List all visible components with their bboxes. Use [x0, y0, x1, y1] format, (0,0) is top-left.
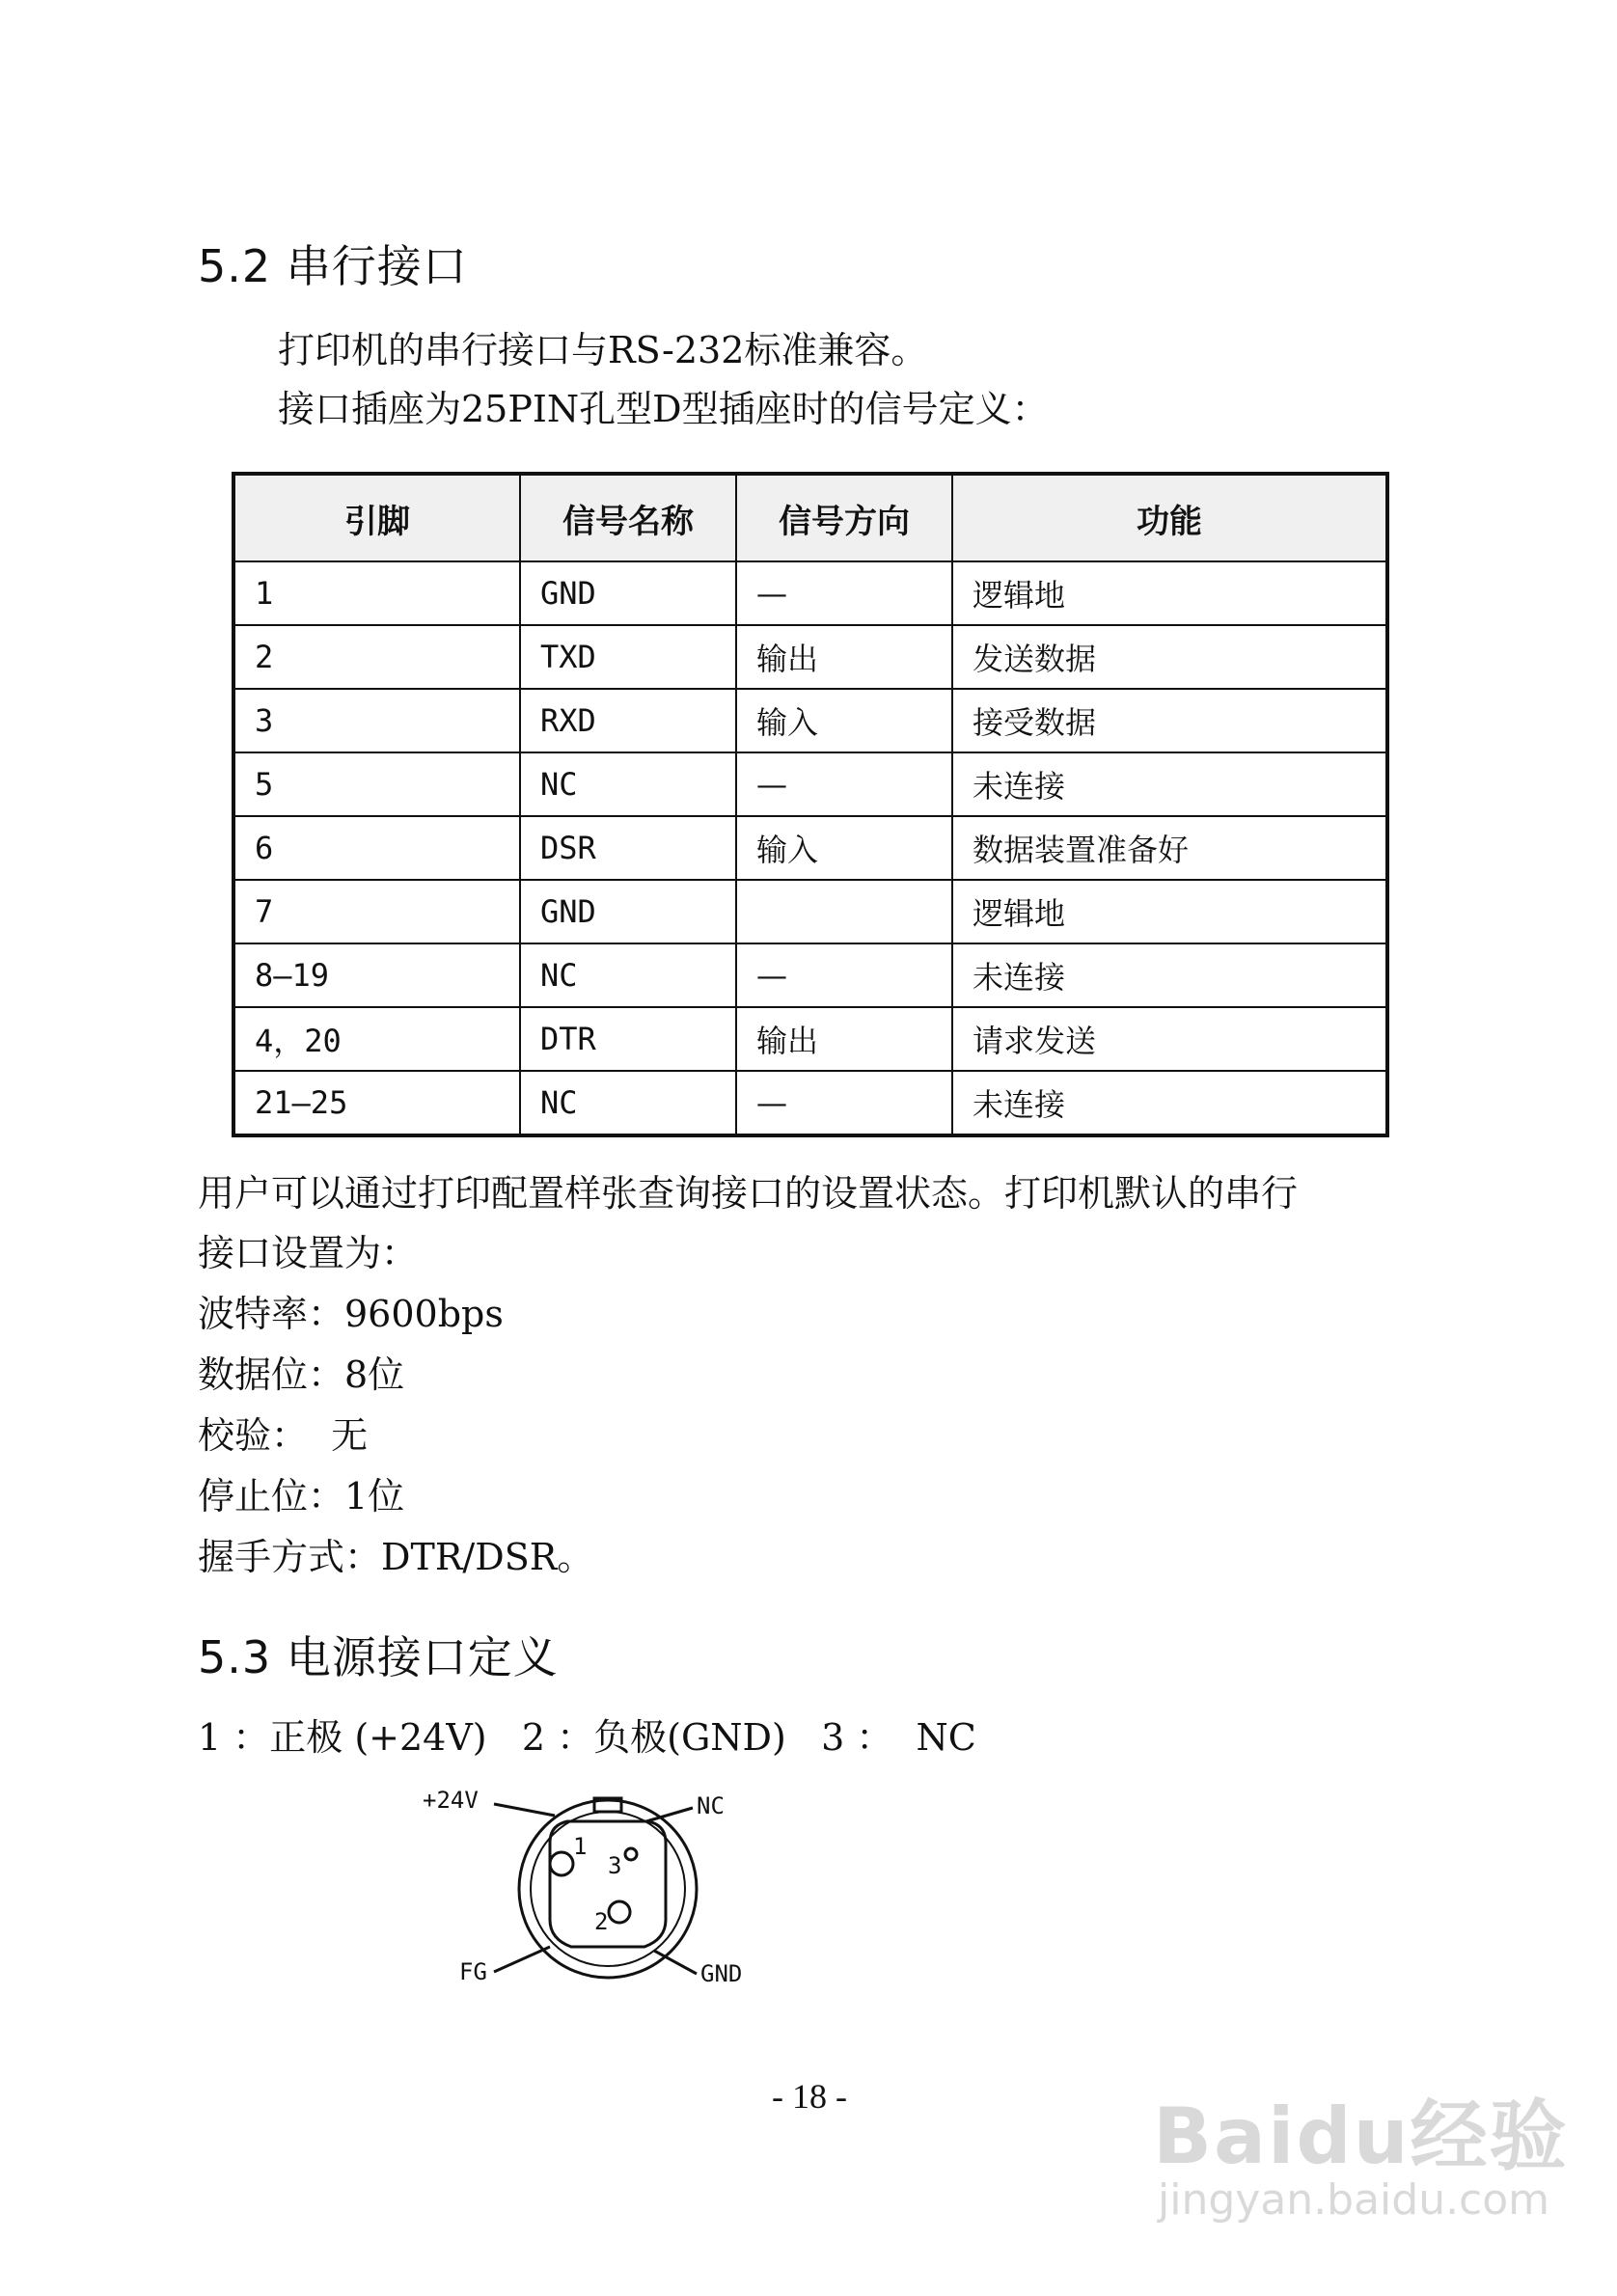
- watermark-brand: Baidu经验: [1153, 2091, 1569, 2181]
- cell-direction: —: [736, 1071, 952, 1135]
- table-row: [233, 689, 1387, 752]
- header-function: 功能: [952, 474, 1387, 561]
- setting-parity: 校验： 无: [198, 1414, 369, 1457]
- cell-pin: 5: [233, 752, 520, 816]
- table-row: [233, 816, 1387, 880]
- leader-gnd: [654, 1951, 697, 1974]
- cell-pin: 21—25: [233, 1071, 520, 1135]
- cell-pin: 2: [233, 625, 520, 689]
- cell-direction: 输出: [736, 625, 952, 689]
- cell-function: 未连接: [952, 1071, 1387, 1135]
- cell-function: 未连接: [952, 943, 1387, 1007]
- cell-direction: [736, 880, 952, 943]
- signal-table: [232, 472, 1389, 1137]
- cell-direction: —: [736, 561, 952, 625]
- cell-signal: DSR: [520, 816, 736, 880]
- pin-3-hole: [625, 1848, 637, 1860]
- paragraph-signal-definition: 接口插座为25PIN孔型D型插座时的信号定义：: [278, 388, 1049, 430]
- section-heading-5-2: 5.2 串行接口: [198, 240, 468, 292]
- power-connector-diagram: [405, 1775, 810, 2007]
- cell-pin: 8—19: [233, 943, 520, 1007]
- cell-direction: 输入: [736, 689, 952, 752]
- cell-signal: NC: [520, 943, 736, 1007]
- connector-inner-ring: [531, 1812, 685, 1966]
- setting-stop-bits: 停止位：1位: [198, 1475, 405, 1517]
- cell-pin: 7: [233, 880, 520, 943]
- cell-signal: TXD: [520, 625, 736, 689]
- setting-handshake: 握手方式：DTR/DSR。: [198, 1536, 594, 1578]
- leader-fg: [494, 1947, 550, 1972]
- label-gnd: GND: [700, 1960, 743, 1987]
- cell-pin: 1: [233, 561, 520, 625]
- cell-signal: GND: [520, 561, 736, 625]
- setting-data-bits: 数据位：8位: [198, 1353, 405, 1396]
- cell-pin: 3: [233, 689, 520, 752]
- cell-direction: 输入: [736, 816, 952, 880]
- label-pin-3: 3: [608, 1852, 622, 1879]
- cell-function: 未连接: [952, 752, 1387, 816]
- table-header-row: [233, 474, 1387, 561]
- cell-function: 逻辑地: [952, 561, 1387, 625]
- watermark-url: jingyan.baidu.com: [1158, 2175, 1550, 2225]
- table-row: [233, 880, 1387, 943]
- section-heading-5-3: 5.3 电源接口定义: [198, 1631, 559, 1683]
- cell-signal: GND: [520, 880, 736, 943]
- leader-plus24v: [494, 1804, 555, 1816]
- cell-signal: NC: [520, 752, 736, 816]
- label-plus24v: +24V: [423, 1787, 479, 1814]
- power-pin-definition: 1 ：正极 (+24V) 2 ：负极(GND) 3 ： NC: [198, 1716, 976, 1759]
- cell-signal: DTR: [520, 1007, 736, 1071]
- cell-pin: 4，20: [233, 1007, 520, 1071]
- settings-intro-line1: 用户可以通过打印配置样张查询接口的设置状态。打印机默认的串行: [198, 1172, 1299, 1215]
- table-row: [233, 943, 1387, 1007]
- header-pin: 引脚: [233, 474, 520, 561]
- cell-function: 接受数据: [952, 689, 1387, 752]
- cell-function: 数据装置准备好: [952, 816, 1387, 880]
- cell-signal: RXD: [520, 689, 736, 752]
- label-nc: NC: [697, 1792, 725, 1819]
- header-signal-name: 信号名称: [520, 474, 736, 561]
- header-signal-direction: 信号方向: [736, 474, 952, 561]
- leader-nc: [646, 1808, 693, 1821]
- cell-signal: NC: [520, 1071, 736, 1135]
- label-pin-2: 2: [594, 1908, 609, 1935]
- table-row: [233, 561, 1387, 625]
- connector-outer-ring: [519, 1800, 697, 1978]
- cell-direction: 输出: [736, 1007, 952, 1071]
- label-fg: FG: [459, 1958, 487, 1985]
- table-row: [233, 625, 1387, 689]
- cell-direction: —: [736, 752, 952, 816]
- pin-1-hole: [550, 1852, 573, 1875]
- label-pin-1: 1: [573, 1833, 588, 1860]
- cell-function: 发送数据: [952, 625, 1387, 689]
- paragraph-rs232: 打印机的串行接口与RS-232标准兼容。: [278, 329, 928, 371]
- settings-intro-line2: 接口设置为：: [198, 1232, 419, 1274]
- table-row: [233, 1071, 1387, 1135]
- cell-pin: 6: [233, 816, 520, 880]
- cell-function: 逻辑地: [952, 880, 1387, 943]
- setting-baud-rate: 波特率：9600bps: [198, 1293, 504, 1335]
- page-number: - 18 -: [772, 2077, 847, 2116]
- cell-direction: —: [736, 943, 952, 1007]
- pin-2-hole: [609, 1901, 630, 1923]
- cell-function: 请求发送: [952, 1007, 1387, 1071]
- table-row: [233, 1007, 1387, 1071]
- table-row: [233, 752, 1387, 816]
